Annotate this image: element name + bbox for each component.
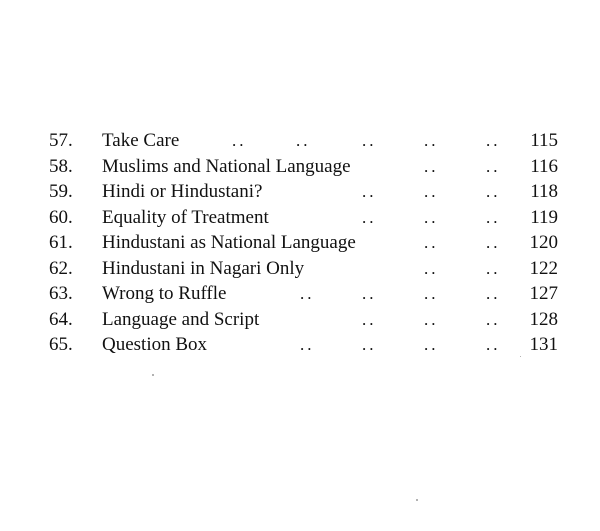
entry-number: 65. [49,334,73,355]
leader-dots: .. [296,131,311,150]
entry-title: Equality of Treatment [102,206,269,228]
leader-dots: .. [486,182,501,201]
dot-leaders [0,128,600,154]
dot-leaders [0,332,600,358]
entry-title: Take Care [102,130,180,151]
toc-entry [0,281,600,307]
entry-number: 63. [49,283,73,304]
leader-dots: .. [486,131,501,150]
leader-dots: .. [486,258,501,278]
leader-dots: .. [424,309,439,329]
dot-leaders [0,307,600,333]
leader-dots: .. [362,207,377,227]
leader-dots: .. [424,182,439,201]
leader-dots: .. [362,335,377,354]
dot-leaders [0,281,600,307]
dot-leaders [0,154,600,180]
toc-entry [0,230,600,256]
toc-entry [0,307,600,333]
entry-page-number: 120 [529,232,558,253]
entry-page-number: 122 [529,257,558,279]
entry-number: 59. [49,181,73,202]
entry-number: 64. [49,308,73,330]
dot-leaders [0,205,600,231]
toc-entry [0,179,600,205]
entry-page-number: 128 [529,308,558,330]
leader-dots: .. [486,335,501,354]
leader-dots: .. [486,207,501,227]
entry-number: 61. [49,232,73,253]
leader-dots: .. [424,156,439,176]
leader-dots: .. [362,309,377,329]
scan-speck [416,499,418,501]
entry-page-number: 131 [529,334,558,355]
leader-dots: .. [486,284,501,303]
dot-leaders [0,256,600,282]
leader-dots: .. [486,309,501,329]
dot-leaders [0,179,600,205]
toc-entry [0,256,600,282]
leader-dots: .. [300,335,315,354]
leader-dots: .. [486,156,501,176]
toc-entry [0,154,600,180]
scan-speck [152,374,154,376]
entry-page-number: 116 [530,155,558,177]
leader-dots: .. [424,335,439,354]
leader-dots: .. [300,284,315,303]
leader-dots: .. [424,207,439,227]
entry-title: Hindustani as National Language [102,232,356,253]
toc-entry [0,128,600,154]
entry-title: Language and Script [102,308,260,330]
entry-page-number: 119 [530,206,558,228]
entry-title: Question Box [102,334,208,355]
leader-dots: .. [232,131,247,150]
toc-entry [0,205,600,231]
entry-title: Hindi or Hindustani? [102,181,263,202]
entry-title: Hindustani in Nagari Only [102,257,305,279]
leader-dots: .. [424,258,439,278]
leader-dots: .. [424,284,439,303]
leader-dots: .. [362,182,377,201]
leader-dots: .. [362,131,377,150]
toc-entry [0,332,600,358]
leader-dots: .. [424,131,439,150]
entry-number: 60. [49,206,73,228]
entry-page-number: 118 [530,181,558,202]
entry-title: Wrong to Ruffle [102,283,227,304]
dot-leaders [0,230,600,256]
entry-number: 58. [49,155,73,177]
entry-number: 57. [49,130,73,151]
entry-page-number: 127 [529,283,558,304]
leader-dots: .. [486,233,501,252]
entry-page-number: 115 [530,130,558,151]
table-of-contents [0,128,600,358]
scan-speck [520,356,521,357]
entry-number: 62. [49,257,73,279]
leader-dots: .. [362,284,377,303]
entry-title: Muslims and National Language [102,155,351,177]
leader-dots: .. [424,233,439,252]
